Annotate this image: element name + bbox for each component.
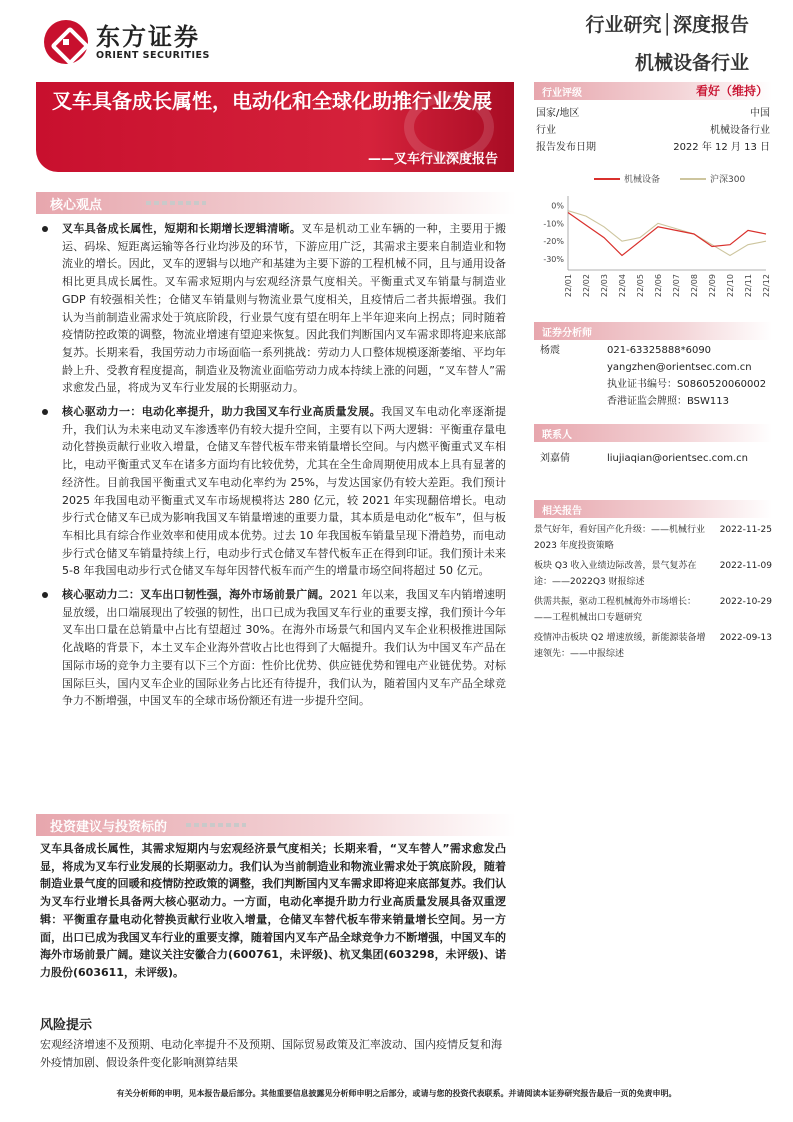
analyst-cert: 执业证书编号：S0860520060002 — [607, 379, 767, 390]
bullet-lead: 核心驱动力一：电动化率提升，助力我国叉车行业高质量发展。 — [62, 405, 382, 419]
x-tick-label: 22/10 — [726, 274, 735, 298]
rating-bar — [534, 82, 772, 100]
bullet-dot-icon — [42, 592, 48, 598]
x-tick-label: 22/01 — [564, 274, 573, 298]
info-industry — [534, 122, 772, 139]
report-subtitle: ——叉车行业深度报告 — [367, 152, 498, 167]
info-region — [534, 105, 772, 122]
logo-mark-icon — [44, 20, 88, 64]
series-line-machinery — [568, 213, 766, 256]
logo-cn: 东方证券 — [96, 22, 200, 51]
bullet-dot-icon — [42, 226, 48, 232]
report-date: 2022-11-25 — [719, 525, 772, 535]
x-tick-label: 22/05 — [636, 274, 645, 298]
report-title-link[interactable]: 疫情冲击板块 Q2 增速放缓，新能源装备增速领先：——中报综述 — [534, 633, 706, 659]
heading-dots — [146, 201, 206, 205]
chart-legend — [594, 172, 745, 185]
y-tick-label: 0% — [551, 201, 564, 211]
core-bullet-2 — [40, 403, 506, 580]
related-reports — [534, 522, 774, 666]
info-value: 中国 — [750, 108, 770, 119]
x-tick-label: 22/07 — [672, 274, 681, 298]
risk-text: 宏观经济增速不及预期、电动化率提升不及预期、国际贸易政策及汇率波动、国内疫情反复和海外疫情加剧、假设条件变化影响测算结果 — [40, 1038, 502, 1069]
chart-plot — [534, 170, 772, 300]
contact-bar — [534, 424, 772, 442]
heading-dots — [186, 823, 246, 827]
x-tick-label: 22/03 — [600, 274, 609, 298]
core-views-heading — [36, 192, 516, 214]
bullet-text: 2021 年以来，我国叉车内销增速明显放缓，出口端展现出了较强的韧性，出口已成为我国叉车行业的重要支撑，我们预计今年叉车出口量在总销量中占比有望超过 30%。在海外市场景气和国内叉车企业积极推进国际化战略的背景下，本土叉车企业海外营收占比也得到了大幅提升。我们认为中国叉车产品在国际市场的竞争力主要有以下三个方面：性价比优势、供应链优势和锂电产业链优势。对标国际巨头，国内叉车企业的国际业务占比还有待提升，我们认为，随着国内叉车产品全球竞争力不断增强，中国叉车的全球市场份额还有进一步提升空间。 — [62, 588, 507, 708]
contact-name: 刘嘉倩 — [540, 453, 570, 464]
report-date: 2022-11-09 — [719, 561, 772, 571]
contact-label: 联系人 — [542, 430, 572, 441]
legend-item-csi300 — [680, 172, 745, 185]
analyst-license: 香港证监会牌照：BSW113 — [607, 396, 730, 407]
contact-block — [540, 450, 772, 467]
x-tick-label: 22/11 — [744, 274, 753, 298]
y-tick-label: -20% — [543, 237, 564, 247]
reports-bar — [534, 500, 772, 518]
info-key: 行业 — [536, 125, 556, 136]
x-tick-label: 22/12 — [762, 274, 771, 298]
legend-label: 沪深300 — [710, 175, 746, 185]
performance-chart — [534, 170, 772, 300]
bullet-lead: 叉车具备成长属性，短期和长期增长逻辑清晰。 — [62, 222, 302, 235]
analyst-label: 证券分析师 — [542, 328, 592, 339]
analyst-phone: 021-63325888*6090 — [607, 345, 712, 356]
info-value: 机械设备行业 — [710, 125, 770, 136]
bullet-text: 叉车是机动工业车辆的一种，主要用于搬运、码垛、短距离运输等各行业均涉及的环节，下游应用广泛，其需求主要来自制造业和物流业的增长。因此，叉车的逻辑与以地产和基建为主要下游的工程机械不同，且与通用设备相比更具成长属性。叉车需求短期内与宏观经济景气度相关。平衡重式叉车销量与制造业 GDP 有较强相关性；仓储叉车销量则与物流业景气度相关，且疫情后二者共振增强。我们认为当前制造业需求处于筑底阶段，行业景气度有望在明年上半年迎来向上拐点；同时随着疫情防控政策的调整，物流业增速有望迎来恢复。因此我们判断国内叉车需求即将迎来底部复苏。长期来看，我国劳动力市场面临一系列挑战：劳动力人口整体规模逐渐萎缩、平均年龄上升、受教育程度提高，制造业及物流业面临劳动力成本持续上涨的问题，“叉车替人”需求愈发凸显，将成为叉车行业发展的长期驱动力。 — [62, 222, 507, 395]
related-report-item[interactable] — [534, 522, 774, 558]
report-date: 2022-10-29 — [719, 597, 772, 607]
report-date: 2022-09-13 — [719, 633, 772, 643]
invest-heading-text: 投资建议与投资标的 — [50, 820, 168, 835]
analyst-block — [540, 342, 772, 412]
rating-label: 行业评级 — [542, 88, 582, 99]
reports-label: 相关报告 — [542, 506, 582, 517]
invest-text: 叉车具备成长属性，其需求短期内与宏观经济景气度相关；长期来看，“叉车替人”需求愈发凸显，将成为叉车行业发展的长期驱动力。我们认为当前制造业和物流业需求处于筑底阶段，随着制造业景气度的回暖和疫情防控政策的调整，我们判断国内叉车需求即将迎来底部复苏。我们认为叉车行业增长具备两大核心驱动力。一方面，电动化率提升助力行业高质量发展具备双重逻辑：平衡重存量电动化替换贡献行业收入增量，仓储叉车替代板车带来销量增长空间。另一方面，出口已成为我国叉车行业的重要支撑，随着国内叉车产品全球竞争力不断增强，中国叉车的海外市场前景广阔。建议关注安徽合力(600761，未评级)、杭叉集团(603298，未评级)、诺力股份(603611，未评级)。 — [40, 842, 506, 979]
y-tick-label: -30% — [543, 255, 564, 265]
report-title: 叉车具备成长属性，电动化和全球化助推行业发展 — [52, 89, 492, 113]
x-tick-label: 22/02 — [582, 274, 591, 298]
risk-heading: 风险提示 — [40, 1018, 93, 1033]
related-report-item[interactable] — [534, 630, 774, 666]
legend-swatch — [680, 178, 706, 180]
industry-name: 机械设备行业 — [634, 52, 749, 74]
title-banner — [36, 82, 514, 172]
related-report-item[interactable] — [534, 558, 774, 594]
report-title-link[interactable]: 供需共振，驱动工程机械海外市场增长：——工程机械出口专题研究 — [534, 597, 697, 623]
legend-swatch — [594, 178, 620, 180]
info-value: 2022 年 12 月 13 日 — [673, 142, 770, 153]
invest-heading — [36, 814, 516, 836]
related-report-item[interactable] — [534, 594, 774, 630]
info-key: 国家/地区 — [536, 108, 580, 119]
logo-en: ORIENT SECURITIES — [96, 49, 210, 61]
core-views-heading-text: 核心观点 — [50, 198, 103, 213]
analyst-name: 杨震 — [540, 345, 560, 356]
analyst-bar — [534, 322, 772, 340]
x-tick-label: 22/09 — [708, 274, 717, 298]
legend-item-machinery — [594, 172, 660, 185]
core-bullet-1 — [40, 220, 506, 397]
bullet-lead: 核心驱动力二：叉车出口韧性强，海外市场前景广阔。 — [62, 588, 330, 602]
core-views-list — [40, 220, 506, 716]
x-tick-label: 22/08 — [690, 274, 699, 298]
info-key: 报告发布日期 — [536, 142, 596, 153]
core-bullet-3 — [40, 586, 506, 710]
legend-label: 机械设备 — [624, 175, 661, 185]
bullet-text: 我国叉车电动化率逐渐提升，我们认为未来电动叉车渗透率仍有较大提升空间，主要有以下两大逻辑：平衡重存量电动化替换贡献行业收入增量，仓储叉车替代板车带来销量增长空间。与内燃平衡重式叉车相比，电动平衡重式叉车在诸多方面均有比较优势，尤其在全生命周期使用成本上具有显著的经济性。目前我国平衡重式叉车电动化率约为 25%，与发达国家仍有较大差距。我们预计 2025 年我国电动平衡重式叉车市场规模将达 280 亿元，较 2021 年实现翻倍增长。电动步行式仓储叉车已成为影响我国叉车销量增速的重要力量，其本质是电动化“板车”，但与板车相比具有综合作业效率和使用成本优势。过去 10 年我国板车销量呈现下滑趋势，而电动步行式仓储叉车销量持续上行，电动步行式仓储叉车替代板车正在得到印证。我们预计未来 5-8 年我国电动步行式仓储叉车每年因替代板车而产生的增量市场空间将超过 50 亿元。 — [62, 405, 507, 578]
contact-email: liujiaqian@orientsec.com.cn — [607, 453, 749, 464]
report-type: 行业研究│深度报告 — [585, 14, 749, 36]
page-footer: 有关分析师的申明，见本报告最后部分。其他重要信息披露见分析师申明之后部分，或请与您的投资代表联系。并请阅读本证券研究报告最后一页的免责申明。 — [116, 1089, 677, 1098]
info-date — [534, 139, 772, 156]
company-logo — [44, 18, 210, 66]
analyst-email: yangzhen@orientsec.com.cn — [607, 362, 752, 373]
rating-value: 看好（维持） — [695, 84, 768, 98]
bullet-dot-icon — [42, 409, 48, 415]
report-title-link[interactable]: 板块 Q3 收入业绩边际改善，景气复苏在途：——2022Q3 财报综述 — [534, 561, 697, 587]
y-tick-label: -10% — [543, 219, 564, 229]
x-tick-label: 22/06 — [654, 274, 663, 298]
report-title-link[interactable]: 景气好年，看好国产化升级：——机械行业 2023 年度投资策略 — [534, 525, 706, 551]
x-tick-label: 22/04 — [618, 274, 627, 298]
